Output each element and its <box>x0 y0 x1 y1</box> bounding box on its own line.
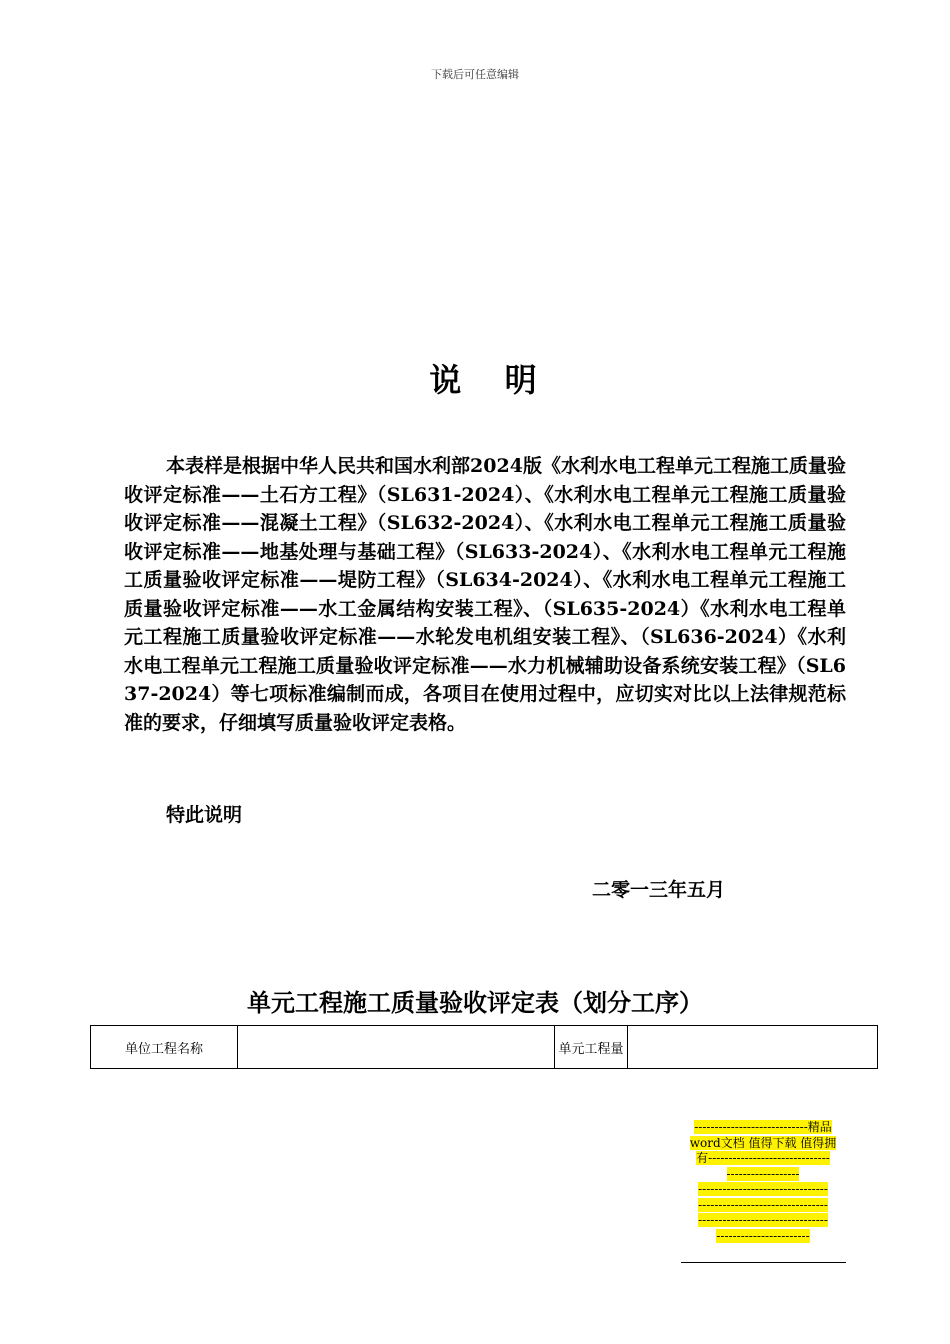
watermark-line-4: ------------------ <box>726 1166 800 1181</box>
form-title: 单元工程施工质量验收评定表（划分工序） <box>247 988 703 1017</box>
watermark-line-7: -------------------------------- <box>698 1213 828 1227</box>
header-note: 下载后可任意编辑 <box>431 68 519 81</box>
closing-text: 特此说明 <box>166 804 243 826</box>
page-title: 说 明 <box>429 361 553 399</box>
watermark-line-2: word文档 值得下载 值得拥 <box>689 1135 837 1150</box>
date-text: 二零一三年五月 <box>592 879 726 901</box>
watermark-box <box>681 1120 845 1244</box>
watermark-divider <box>681 1262 846 1263</box>
watermark-line-1: ----------------------------精品 <box>694 1120 832 1134</box>
body-paragraph: 本表样是根据中华人民共和国水利部2024版《水利水电工程单元工程施工质量验收评定标准——土石方工程》（SL631-2024）、《水利水电工程单元工程施工质量验收评定标准——混凝土工程》（SL632-2024）、《水利水电工程单元工程施工质量验收评定标准——地基处理与基础工程》（SL633-2024）、《水利水电工程单元工程施工质量验收评定标准——堤防工程》（SL634-2024）、《水利水电工程单元工程施工质量验收评定标准——水工金属结构安装工程》、（SL635-2024）《水利水电工程单元工程施工质量验收评定标准——水轮发电机组安装工程》、（SL636-2024）《水利水电工程单元工程施工质量验收评定标准——水力机械辅助设备系统安装工程》（SL637-2024）等七项标准编制而成，各项目在使用过程中，应切实对比以上法律规范标准的要求，仔细填写质量验收评定表格。 <box>124 455 846 734</box>
unit-project-name-field[interactable] <box>238 1026 555 1069</box>
watermark-line-6: -------------------------------- <box>698 1197 828 1212</box>
watermark-line-8: ----------------------- <box>716 1228 810 1243</box>
watermark-line-3: 有------------------------------ <box>696 1151 830 1165</box>
form-table <box>90 1025 878 1069</box>
unit-quantity-field[interactable] <box>628 1026 878 1069</box>
unit-project-name-label: 单位工程名称 <box>91 1026 238 1069</box>
unit-quantity-label: 单元工程量 <box>555 1026 628 1069</box>
table-row <box>91 1026 878 1069</box>
watermark-line-5: -------------------------------- <box>698 1182 828 1196</box>
